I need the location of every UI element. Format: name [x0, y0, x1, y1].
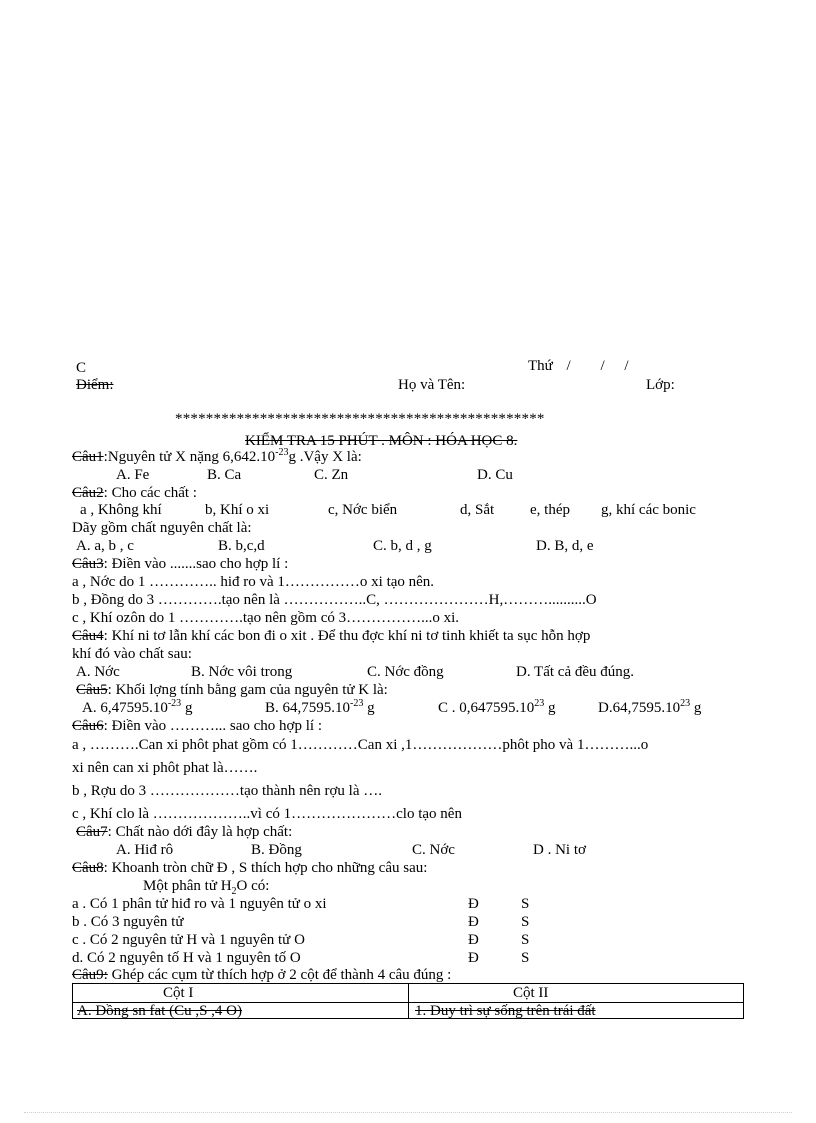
true-mark[interactable]: Đ: [468, 932, 479, 948]
question-2-line2: Dãy gồm chất nguyên chất là:: [72, 520, 252, 536]
question-label: Câu7: [76, 824, 108, 840]
false-mark[interactable]: S: [521, 896, 530, 912]
class-label: Lớp:: [646, 377, 675, 393]
question-6-line-a2: xi nên can xi phôt phat là…….: [72, 760, 258, 776]
question-3-line-b: b , Đồng do 3 ………….tạo nên là ……………..C, …………………H,………..........O: [72, 592, 597, 608]
question-7-option-d: D . Ni tơ: [533, 842, 586, 858]
date-separator: /: [624, 358, 629, 374]
thu-label: Thứ: [528, 358, 553, 374]
question-8-statement: b . Có 3 nguyên tử: [72, 914, 184, 930]
question-3-line-c: c , Khí ozôn do 1 ………….tạo nên gồm có 3……………...o xi.: [72, 610, 460, 626]
false-mark[interactable]: S: [521, 950, 530, 966]
question-5-option-c: C . 0,647595.10$^{23}$ g: [438, 698, 556, 716]
question-label: Câu2: [72, 485, 104, 501]
page-title: KIỂM TRA 15 PHÚT . MÔN : HÓA HỌC 8.: [245, 433, 518, 449]
question-5-option-b: B. $64,7595.10^{-23}$ g: [265, 698, 375, 716]
question-4-option-b: B. Nớc vôi trong: [191, 664, 293, 680]
question-9: Câu9: Ghép các cụm từ thích hợp ở 2 cột để thành 4 câu đúng :: [72, 967, 452, 983]
question-5-option-d: D.64,7595.10$^{23}$ g: [598, 698, 702, 716]
true-mark[interactable]: Đ: [468, 914, 479, 930]
question-8-statement: d. Có 2 nguyên tố H và 1 nguyên tố O: [72, 950, 301, 966]
question-2-option-b: B. b,c,d: [218, 538, 265, 554]
question-2-item: e, thép: [530, 502, 570, 518]
question-label: Câu5: [76, 682, 108, 698]
date-separator: /: [566, 358, 571, 374]
question-label: Câu9:: [72, 967, 108, 983]
question-2-option-d: D. B, d, e: [536, 538, 594, 554]
question-label: Câu4: [72, 628, 104, 644]
question-7-option-a: A. Hiđ rô: [116, 842, 174, 858]
question-7-option-c: C. Nớc: [412, 842, 455, 858]
question-6: Câu6: Điền vào ………... sao cho hợp lí :: [72, 718, 322, 734]
question-3-line-a: a , Nớc do 1 ………….. hiđ ro và 1……………o xi tạo nên.: [72, 574, 435, 590]
true-mark[interactable]: Đ: [468, 896, 479, 912]
matching-table: [72, 983, 744, 1019]
question-2-item: c, Nớc biển: [328, 502, 398, 518]
question-7: Câu7: Chất nào dới đây là hợp chất:: [76, 824, 293, 840]
question-1-option-d: D. Cu: [477, 467, 513, 483]
score-label: Điểm:: [76, 377, 114, 393]
date-separator: /: [600, 358, 605, 374]
column-1-header: Cột I: [163, 985, 194, 1001]
question-5-option-a: A. $6,47595.10^{-23}$ g: [82, 698, 193, 716]
question-label: Câu1: [72, 449, 104, 465]
question-8-statement: c . Có 2 nguyên tử H và 1 nguyên tử O: [72, 932, 305, 948]
question-label: Câu3: [72, 556, 104, 572]
question-6-line-c: c , Khí clo là ………………..vì có 1…………………clo tạo nên: [72, 806, 462, 822]
question-4: Câu4: Khí ni tơ lẫn khí các bon đi o xit . Để thu đợc khí ni tơ tinh khiết ta sục hỗn hợp: [72, 628, 591, 644]
question-2-item: d, Sắt: [460, 502, 495, 518]
question-1-option-a: A. Fe: [116, 467, 150, 483]
question-2-item: g, khí các bonic: [601, 502, 696, 518]
question-4-option-d: D. Tất cả đều đúng.: [516, 664, 635, 680]
table-divider: [408, 984, 409, 1018]
question-1: Câu1:Nguyên tử X nặng $6,642.10^{-23}g$ .Vậy X là:: [72, 447, 362, 465]
false-mark[interactable]: S: [521, 932, 530, 948]
question-2-item: b, Khí o xi: [205, 502, 270, 518]
date-label: [528, 358, 629, 375]
column-2-header: Cột II: [513, 985, 549, 1001]
question-2: Câu2: Cho các chất :: [72, 485, 197, 501]
question-4-option-a: A. Nớc: [76, 664, 120, 680]
false-mark[interactable]: S: [521, 914, 530, 930]
name-label: Họ và Tên:: [398, 377, 466, 393]
question-2-item: a , Không khí: [80, 502, 162, 518]
table-cell: A. Đồng sn fat (Cu ,S ,4 O): [77, 1003, 242, 1019]
true-mark[interactable]: Đ: [468, 950, 479, 966]
question-4-option-c: C. Nớc đồng: [367, 664, 444, 680]
question-2-option-a: A. a, b , c: [76, 538, 134, 554]
question-8-statement: a . Có 1 phân tử hiđ ro và 1 nguyên tử o xi: [72, 896, 327, 912]
question-1-option-b: B. Ca: [207, 467, 242, 483]
page-bottom-edge: [24, 1112, 792, 1113]
question-1-option-c: C. Zn: [314, 467, 349, 483]
table-cell: 1. Duy trì sự sống trên trái đất: [415, 1003, 596, 1019]
question-5: Câu5: Khối lợng tính bằng gam của nguyên tử K là:: [76, 682, 388, 698]
corner-mark: C: [76, 360, 87, 376]
star-divider: ************************************************: [175, 411, 545, 427]
question-2-option-c: C. b, d , g: [373, 538, 432, 554]
question-8: Câu8: Khoanh tròn chữ Đ , S thích hợp cho những câu sau:: [72, 860, 428, 876]
question-label: Câu6: [72, 718, 104, 734]
question-4-line2: khí đó vào chất sau:: [72, 646, 192, 662]
question-3: Câu3: Điền vào .......sao cho hợp lí :: [72, 556, 289, 572]
question-6-line-a1: a , ……….Can xi phôt phat gồm có 1…………Can xi ,1………………phôt pho và 1………...o: [72, 737, 649, 753]
question-6-line-b: b , Rợu do 3 ………………tạo thành nên rợu là ….: [72, 783, 382, 799]
question-label: Câu8: [72, 860, 104, 876]
question-7-option-b: B. Đồng: [251, 842, 302, 858]
question-8-intro: Một phân tử $H_2O$ có:: [143, 878, 270, 897]
